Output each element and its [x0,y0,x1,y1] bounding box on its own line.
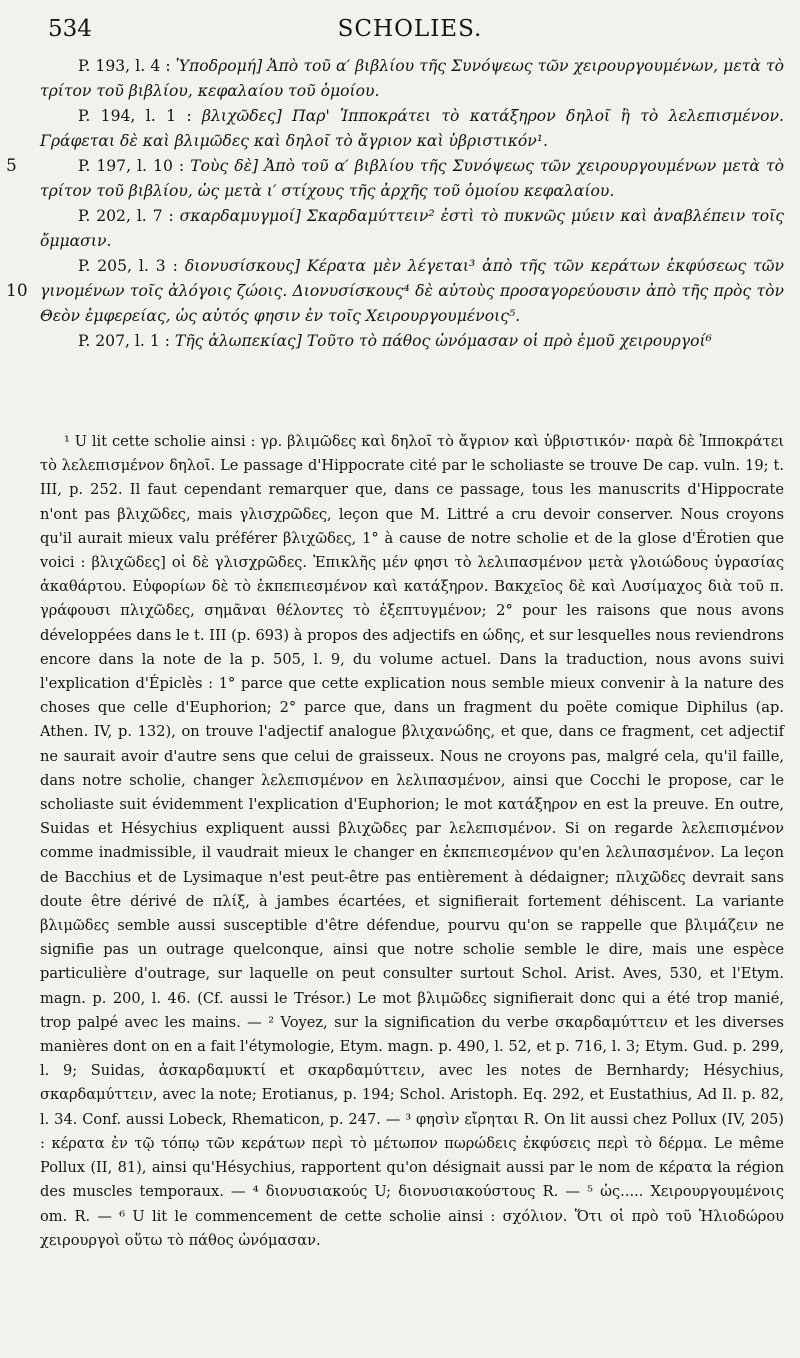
scholion-entry [6,254,785,329]
scholion-text: Ὑποδρομή] Ἀπὸ τοῦ α′ βιβλίου τῆς Συνόψεως τῶν χειρουργουμένων, μετὰ τὸ τρίτον τοῦ βιβλίου, κεφαλαίου τοῦ ὁμοίου. [40,57,784,100]
scholion-text: Τῆς ἀλωπεκίας] Τοῦτο τὸ πάθος ὠνόμασαν οἱ πρὸ ἐμοῦ χειρουργοί⁶ [174,332,712,350]
page-number: 534 [48,16,92,42]
scholion-entry [40,329,784,354]
scholion-ref: P. 202, l. 7 : [78,207,180,225]
scholion-ref: P. 197, l. 10 : [78,157,191,175]
footnotes-text: ¹ U lit cette scholie ainsi : γρ. βλιμῶδες καὶ δηλοῖ τὸ ἄγριον καὶ ὑβριστικόν· παρὰ δὲ Ἱπποκράτει τὸ λελεπισμένον δηλοῖ. Le passage d'Hippocrate cité par le scholiaste se trouve De cap. vuln. 19; t. III, p. 252. Il faut cependant remarquer que, dans ce passage, tous les manuscrits d'Hippocrate n'ont pas βλιχῶδες, mais γλισχρῶδες, leçon que M. Littré a cru devoir conserver. Nous croyons qu'il aurait mieux valu préférer βλιχῶδες, 1° à cause de notre scholie et de la glose d'Érotien que voici : βλιχῶδες] οἱ δὲ γλισχρῶδες. Ἐπικλῆς μέν φησι τὸ λελιπασμένον μετὰ γλοιώδους ὑγρασίας ἀκαθάρτου. Εὐφορίων δὲ τὸ ἐκπεπιεσμένον καὶ κατάξηρον. Βακχεῖος δὲ καὶ Λυσίμαχος διὰ τοῦ π. γράφουσι πλιχῶδες, σημᾶναι θέλοντες τὸ ἐξεπτυγμένον; 2° pour les raisons que nous avons développées dans le t. III (p. 693) à propos des adjectifs en ώδης, et sur lesquelles nous reviendrons encore dans la note de la p. 505, l. 9, du volume actuel. Dans la traduction, nous avons suivi l'explication d'Épiclès : 1° parce que cette explication nous semble mieux convenir à la nature des choses que celle d'Euphorion; 2° parce que, dans un fragment du poëte comique Diphilus (ap. Athen. IV, p. 132), on trouve l'adjectif analogue βλιχανώδης, et que, dans ce fragment, cet adjectif ne saurait avoir d'autre sens que celui de graisseux. Nous ne croyons pas, malgré cela, qu'il faille, dans notre scholie, changer λελεπισμένον en λελιπασμένον, ainsi que Cocchi le propose, car le scholiaste suit évidemment l'explication d'Euphorion; le mot κατάξηρον en est la preuve. En outre, Suidas et Hésychius expliquent aussi βλιχῶδες par λελεπισμένον. Si on regarde λελεπισμένον comme inadmissible, il vaudrait mieux le changer en ἐκπεπιεσμένον qu'en λελιπασμένον. La leçon de Bacchius et de Lysimaque n'est peut-être pas entièrement à dédaigner; πλιχῶδες devrait sans doute être dérivé de πλίξ, à jambes écartées, et signifierait fortement déhiscent. La variante βλιμῶδες semble aussi susceptible d'être défendue, pourvu qu'on se rappelle que βλιμάζειν ne signifie pas un outrage quelconque, ainsi que notre scholie semble le dire, mais une espèce particulière d'outrage, sur laquelle on peut consulter surtout Schol. Arist. Aves, 530, et l'Etym. magn. p. 200, l. 46. (Cf. aussi le Trésor.) Le mot βλιμῶδες signifierait donc qui a été trop manié, trop palpé avec les mains. — ² Voyez, sur la signification du verbe σκαρδαμύττειν et les diverses manières dont on en a fait l'étymologie, Etym. magn. p. 490, l. 52, et p. 716, l. 3; Etym. Gud. p. 299, l. 9; Suidas, ἀσκαρδαμυκτί et σκαρδαμύττειν, avec les notes de Bernhardy; Hésychius, σκαρδαμύττειν, avec la note; Erotianus, p. 194; Schol. Aristoph. Eq. 292, et Eustathius, Ad Il. p. 82, l. 34. Conf. aussi Lobeck, Rhematicon, p. 247. — ³ φησὶν εἴρηται R. On lit aussi chez Pollux (IV, 205) : κέρατα ἐν τῷ τόπῳ τῶν κεράτων περὶ τὸ μέτωπον πωρώδεις ἐκφύσεις περὶ τὸ δέρμα. Le même Pollux (II, 81), ainsi qu'Hésychius, rapportent qu'on désignait aussi par le nom de κέρατα la région des muscles temporaux. — ⁴ διονυσιακούς U; διονυσιακούστους R. — ⁵ ὡς..... Χειρουργουμένοις om. R. — ⁶ U lit le commencement de cette scholie ainsi : σχόλιον. Ὅτι οἱ πρὸ τοῦ Ἡλιοδώρου χειρουργοὶ οὕτω τὸ πάθος ὠνόμασαν. [40,433,784,1249]
scholion-text: σκαρδαμυγμοί] Σκαρδαμύττειν² ἐστὶ τὸ πυκνῶς μύειν καὶ ἀναβλέπειν τοῖς ὄμμασιν. [40,207,784,250]
page-header [40,14,780,48]
scholion-entry [40,204,784,254]
scholion-entry [6,154,784,204]
footnotes [40,430,784,1253]
scholion-ref: P. 207, l. 1 : [78,332,175,350]
running-title: SCHOLIES. [337,16,483,42]
scholion-text: Τοὺς δὲ] Ἀπὸ τοῦ α′ βιβλίου τῆς Συνόψεως τῶν χειρουργουμένων μετὰ τὸ τρίτον τοῦ βιβλίου, ὡς μετὰ ι′ στίχους τῆς ἀρχῆς τοῦ ὁμοίου κεφαλαίου. [40,157,784,200]
scholion-ref: P. 205, l. 3 : [78,257,185,275]
scholion-ref: P. 194, l. 1 : [78,107,203,125]
scholion-entry [40,104,784,154]
scholion-text: βλιχῶδες] Παρ' Ἱπποκράτει τὸ κατάξηρον δηλοῖ ἢ τὸ λελεπισμένον. Γράφεται δὲ καὶ βλιμῶδες καὶ δηλοῖ τὸ ἄγριον καὶ ὑβριστικόν¹. [40,107,784,150]
margin-line-number: 10 [6,281,28,301]
scholion-entry [40,54,784,104]
scholia-list [6,54,785,354]
scholion-text: διονυσίσκους] Κέρατα μὲν λέγεται³ ἀπὸ τῆς τῶν κεράτων ἐκφύσεως τῶν γινομένων τοῖς ἀλόγοις ζώοις. Διονυσίσκους⁴ δὲ αὐτοὺς προσαγορεύουσιν ἀπὸ τῆς πρὸς τὸν Θεὸν ἐμφερείας, ὡς αὐτός φησιν ἐν τοῖς Χειρουργουμένοις⁵. [40,257,785,325]
scholion-ref: P. 193, l. 4 : [78,57,176,75]
margin-line-number: 5 [6,156,17,176]
